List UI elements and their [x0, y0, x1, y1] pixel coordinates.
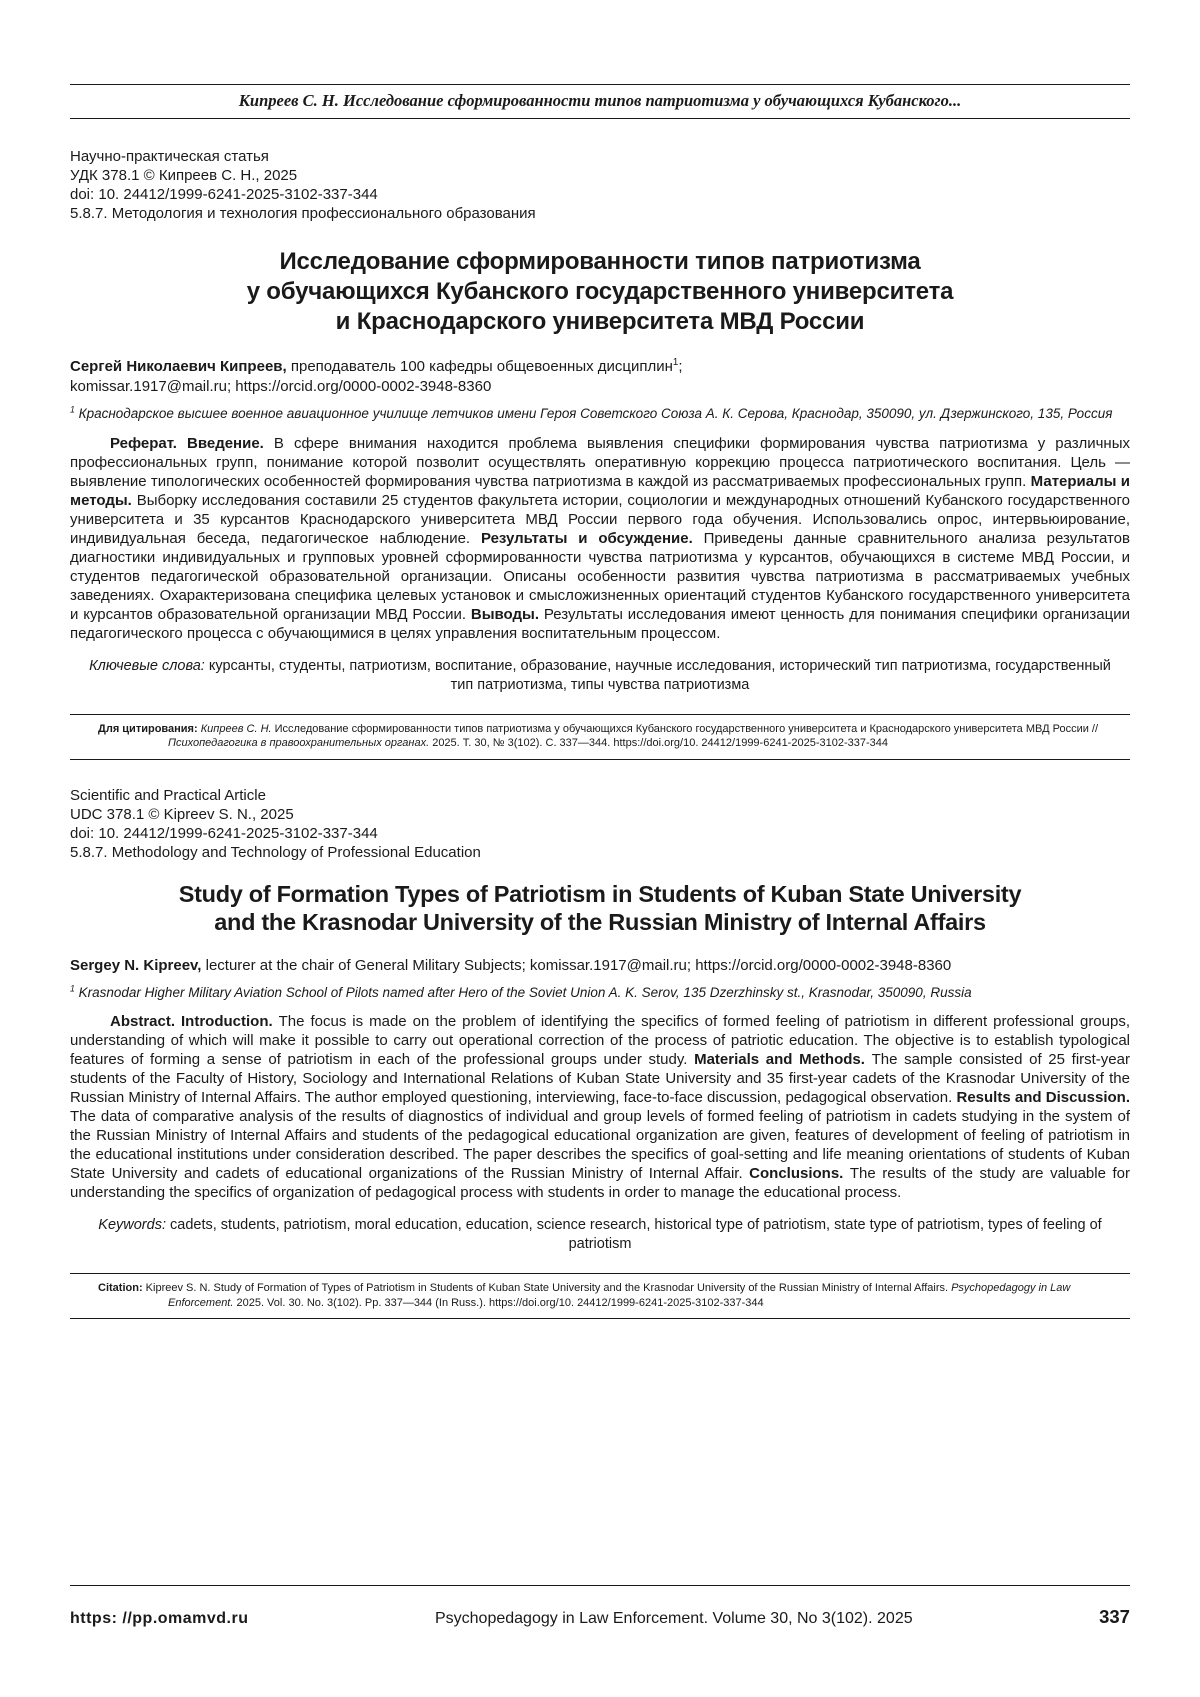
- text-run: Материалы и методы.: [70, 472, 1130, 509]
- ru-udc-line: УДК 378.1 © Кипреев С. Н., 2025: [70, 167, 298, 184]
- text-run: Кипреев С. Н.: [200, 722, 275, 735]
- text-run: Для цитирования:: [98, 722, 201, 735]
- ru-title-line: у обучающихся Кубанского государственного университета: [246, 278, 954, 305]
- text-run: Conclusions.: [749, 1165, 850, 1182]
- text-run: Выборку исследования составили 25 студентов факультета истории, социологии и международных отношений Кубанского государственного университета и 35 курсантов Краснодарского университета МВД России первого года обучения. Использовались опрос, интервьюирование, индивидуальная беседа, педагогическое наблюдение.: [70, 491, 1130, 547]
- en-title-line: Study of Formation Types of Patriotism in Students of Kuban State University: [178, 880, 1022, 907]
- text-run: Citation:: [98, 1282, 146, 1294]
- ru-author-line: [70, 357, 1130, 377]
- text-run: Psychopedagogy in Law Enforcement.: [168, 1282, 1071, 1309]
- text-run: The results of the study are valuable for understanding the specifics of organization of pedagogical process with students in order to manage the educational process.: [70, 1165, 1130, 1201]
- en-article-title: [70, 880, 1130, 936]
- en-article-type: Scientific and Practical Article: [70, 786, 266, 804]
- text-run: преподаватель 100 кафедры общевоенных дисциплин: [286, 358, 673, 375]
- en-doi-link[interactable]: doi: 10. 24412/1999-6241-2025-3102-337-344: [70, 824, 378, 842]
- en-abstract: [70, 1012, 1130, 1202]
- text-run: Приведены данные сравнительного анализа результатов диагностики индивидуальных и групповых уровней сформированности чувства патриотизма у курсантов, обучающихся в системе МВД России, и студентов педагогической образовательной организации. Описаны особенности развития чувства патриотизма в рассматриваемых учебных заведениях. Охарактеризована специфика целевых установок и смысложизненных ориентаций студентов Кубанского государственного университета и курсантов образовательной организации МВД России.: [70, 529, 1130, 623]
- text-run: Krasnodar Higher Military Aviation School of Pilots named after Hero of the Soviet Union A. K. Serov, 135 Dzerzhinsky st., Krasnodar, 350090, Russia: [74, 984, 972, 1000]
- page-number: 337: [1099, 1606, 1130, 1627]
- ru-citation-box: [70, 714, 1130, 760]
- text-run: курсанты, студенты, патриотизм, воспитание, образование, научные исследования, исторический тип патриотизма, государственный тип патриотизма, типы чувства патриотизма: [208, 657, 1111, 693]
- text-run: Выводы.: [470, 605, 544, 623]
- ru-meta-block: [70, 147, 1130, 223]
- text-run: В сфере внимания находится проблема выявления специфики формирования чувства патриотизма у различных профессиональных групп, понимание которой позволит осуществлять оперативную коррекцию процесса патриотического воспитания. Цель — выявление типологических особенностей формирования чувства патриотизма в каждой из рассматриваемых профессиональных групп.: [70, 434, 1130, 490]
- en-udc-line: UDC 378.1 © Kipreev S. N., 2025: [70, 805, 294, 823]
- text-run: 2025. Vol. 30. No. 3(102). Pp. 337—344 (In Russ.). https://doi.org/10. 24412/1999-6241-2025-3102-337-344: [233, 1296, 764, 1309]
- ru-doi-link[interactable]: doi: 10. 24412/1999-6241-2025-3102-337-344: [70, 186, 378, 203]
- ru-citation-text: [98, 722, 1112, 751]
- text-run: Kipreev S. N. Study of Formation of Types of Patriotism in Students of Kuban State University and the Krasnodar University of the Russian Ministry of Internal Affairs.: [145, 1282, 952, 1294]
- ru-specialty-line: 5.8.7. Методология и технология профессионального образования: [70, 205, 536, 222]
- text-run: Сергей Николаевич Кипреев,: [70, 358, 287, 375]
- page-footer: [70, 1585, 1130, 1628]
- text-run: Реферат. Введение.: [110, 434, 274, 452]
- ru-article-type: Научно-практическая статья: [70, 148, 269, 165]
- ru-affiliation: [70, 405, 1130, 423]
- text-run: The focus is made on the problem of identifying the specifics of formed feeling of patriotism in different professional groups, understanding of which will make it possible to carry out operational correction of the process of patriotic education. The objective is to establish typological features of forming a sense of patriotism in each of the professional groups under study.: [70, 1013, 1131, 1068]
- text-run: lecturer at the chair of General Military Subjects; komissar.1917@mail.ru; https://orcid.org/0000-0002-3948-8360: [201, 956, 952, 974]
- en-citation-text: [98, 1281, 1112, 1310]
- ru-keywords: [70, 657, 1130, 695]
- en-keywords: [70, 1216, 1130, 1254]
- text-run: The data of comparative analysis of the results of diagnostics of individual and group levels of formed feeling of patriotism in cadets studying in the system of the Russian Ministry of Internal Affairs and students of the pedagogical educational organization are given, features of development of feeling of patriotism in the educational institutions under consideration described. The paper describes the specifics of goal-setting and life meaning orientations of students of Kuban State University and cadets of educational organizations of the Russian Ministry of Internal Affair.: [70, 1108, 1130, 1182]
- text-run: Ключевые слова:: [89, 657, 209, 674]
- text-run: Результаты исследования имеют ценность для понимания специфики организации педагогического процесса с обучающимися в целях управления воспитательным процессом.: [70, 605, 1130, 642]
- en-citation-box: [70, 1273, 1130, 1319]
- en-meta-block: [70, 786, 1130, 862]
- text-run: Результаты и обсуждение.: [480, 529, 704, 547]
- en-affiliation: [70, 984, 1130, 1002]
- text-run: Materials and Methods.: [694, 1051, 872, 1068]
- ru-title-line: и Краснодарского университета МВД России: [335, 308, 865, 335]
- text-run: Краснодарское высшее военное авиационное училище летчиков имени Героя Советского Союза А. К. Серова, Краснодар, 350090, ул. Дзержинского, 135, Россия: [74, 406, 1113, 421]
- running-head: Кипреев С. Н. Исследование сформированности типов патриотизма у обучающихся Кубанского...: [238, 91, 962, 110]
- running-head-rule-bottom: [70, 118, 1130, 119]
- text-run: ;: [678, 358, 683, 375]
- text-run: The sample consisted of 25 first-year students of the Faculty of History, Sociology and International Relations of Kuban State University and 35 first-year cadets of the Krasnodar University of the Russian Ministry of Internal Affairs. The author employed questioning, interviewing, face-to-face discussion, pedagogical observation.: [70, 1051, 1130, 1106]
- journal-volume-line: Psychopedagogy in Law Enforcement. Volume 30, No 3(102). 2025: [434, 1610, 913, 1627]
- ru-article-title: [70, 247, 1130, 337]
- text-run: Sergey N. Kipreev,: [70, 956, 202, 974]
- text-run: 1: [70, 983, 75, 993]
- text-run: Keywords:: [98, 1217, 171, 1233]
- text-run: cadets, students, patriotism, moral education, education, science research, historical type of patriotism, state type of patriotism, types of feeling of patriotism: [170, 1217, 1102, 1252]
- ru-abstract: [70, 434, 1130, 643]
- journal-site-link[interactable]: https: //pp.omamvd.ru: [70, 1610, 249, 1627]
- en-specialty-line: 5.8.7. Methodology and Technology of Professional Education: [70, 843, 481, 861]
- text-run: 1: [70, 404, 75, 415]
- text-run: Психопедагогика в правоохранительных органах.: [168, 737, 430, 749]
- text-run: Abstract. Introduction.: [110, 1013, 279, 1030]
- en-author-line: [70, 956, 1130, 976]
- text-run: 2025. Т. 30, № 3(102). С. 337—344. https://doi.org/10. 24412/1999-6241-2025-3102-337-344: [429, 737, 888, 749]
- en-title-line: and the Krasnodar University of the Russian Ministry of Internal Affairs: [214, 908, 986, 935]
- text-run: Исследование сформированности типов патриотизма у обучающихся Кубанского государственного университета и Краснодарского университета МВД России //: [274, 722, 1099, 735]
- text-run: Results and Discussion.: [956, 1089, 1130, 1106]
- text-run: 1: [672, 357, 679, 368]
- ru-author-contacts-link[interactable]: komissar.1917@mail.ru; https://orcid.org/0000-0002-3948-8360: [70, 378, 492, 395]
- ru-title-line: Исследование сформированности типов патриотизма: [279, 248, 921, 275]
